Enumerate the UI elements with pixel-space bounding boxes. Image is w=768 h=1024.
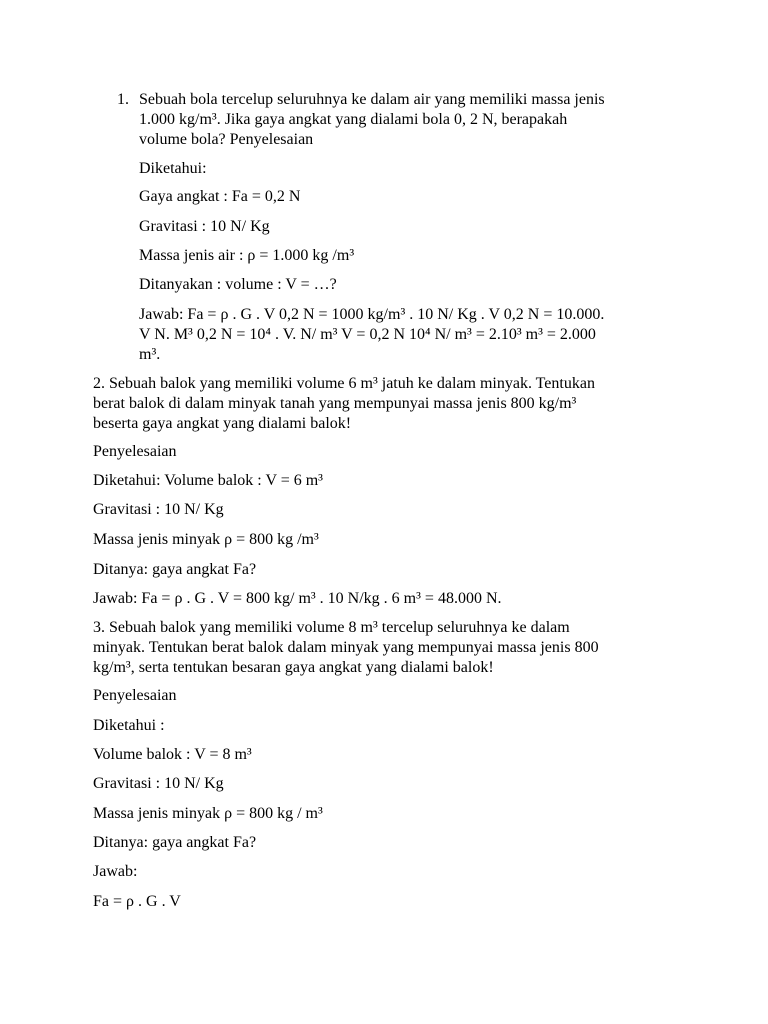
q1-jawab-line-1: Jawab: Fa = ρ . G . V 0,2 N = 1000 kg/m³ . 10 N/ Kg . V 0,2 N = 10.000. <box>139 306 605 323</box>
q2-question-line-1: 2. Sebuah balok yang memiliki volume 6 m³ jatuh ke dalam minyak. Tentukan <box>93 375 595 392</box>
q3-penyelesaian: Penyelesaian <box>93 687 177 704</box>
q3-question-line-2: minyak. Tentukan berat balok dalam minyak yang mempunyai massa jenis 800 <box>93 639 599 656</box>
q1-ditanyakan: Ditanyakan : volume : V = …? <box>139 276 337 293</box>
q3-question-line-3: kg/m³, serta tentukan besaran gaya angkat yang dialami balok! <box>93 659 494 676</box>
q1-jawab-line-3: m³. <box>139 346 161 363</box>
q2-jawab: Jawab: Fa = ρ . G . V = 800 kg/ m³ . 10 N/kg . 6 m³ = 48.000 N. <box>93 590 502 607</box>
q2-ditanya: Ditanya: gaya angkat Fa? <box>93 561 257 578</box>
q2-question-line-3: beserta gaya angkat yang dialami balok! <box>93 415 352 432</box>
q2-massa-jenis: Massa jenis minyak ρ = 800 kg /m³ <box>93 531 319 548</box>
q1-gaya-angkat: Gaya angkat : Fa = 0,2 N <box>139 188 301 205</box>
q2-diketahui: Diketahui: Volume balok : V = 6 m³ <box>93 472 323 489</box>
q1-question-line-1: Sebuah bola tercelup seluruhnya ke dalam air yang memiliki massa jenis <box>139 91 605 108</box>
q2-penyelesaian: Penyelesaian <box>93 443 177 460</box>
q1-gravitasi: Gravitasi : 10 N/ Kg <box>139 218 270 235</box>
q3-diketahui: Diketahui : <box>93 717 165 734</box>
q3-question-line-1: 3. Sebuah balok yang memiliki volume 8 m³ tercelup seluruhnya ke dalam <box>93 619 570 636</box>
q1-diketahui: Diketahui: <box>139 160 207 177</box>
q1-massa-jenis: Massa jenis air : ρ = 1.000 kg /m³ <box>139 247 355 264</box>
q3-formula: Fa = ρ . G . V <box>93 893 181 910</box>
q2-question-line-2: berat balok di dalam minyak tanah yang mempunyai massa jenis 800 kg/m³ <box>93 395 577 412</box>
q3-ditanya: Ditanya: gaya angkat Fa? <box>93 834 257 851</box>
q3-volume: Volume balok : V = 8 m³ <box>93 746 252 763</box>
q1-question-line-3: volume bola? Penyelesaian <box>139 131 314 148</box>
q1-question-line-2: 1.000 kg/m³. Jika gaya angkat yang dialami bola 0, 2 N, berapakah <box>139 111 568 128</box>
q3-jawab: Jawab: <box>93 863 138 880</box>
q3-gravitasi: Gravitasi : 10 N/ Kg <box>93 775 224 792</box>
q1-number: 1. <box>117 91 129 108</box>
q2-gravitasi: Gravitasi : 10 N/ Kg <box>93 501 224 518</box>
q1-jawab-line-2: V N. M³ 0,2 N = 10⁴ . V. N/ m³ V = 0,2 N 10⁴ N/ m³ = 2.10³ m³ = 2.000 <box>139 326 596 343</box>
q3-massa-jenis: Massa jenis minyak ρ = 800 kg / m³ <box>93 805 323 822</box>
